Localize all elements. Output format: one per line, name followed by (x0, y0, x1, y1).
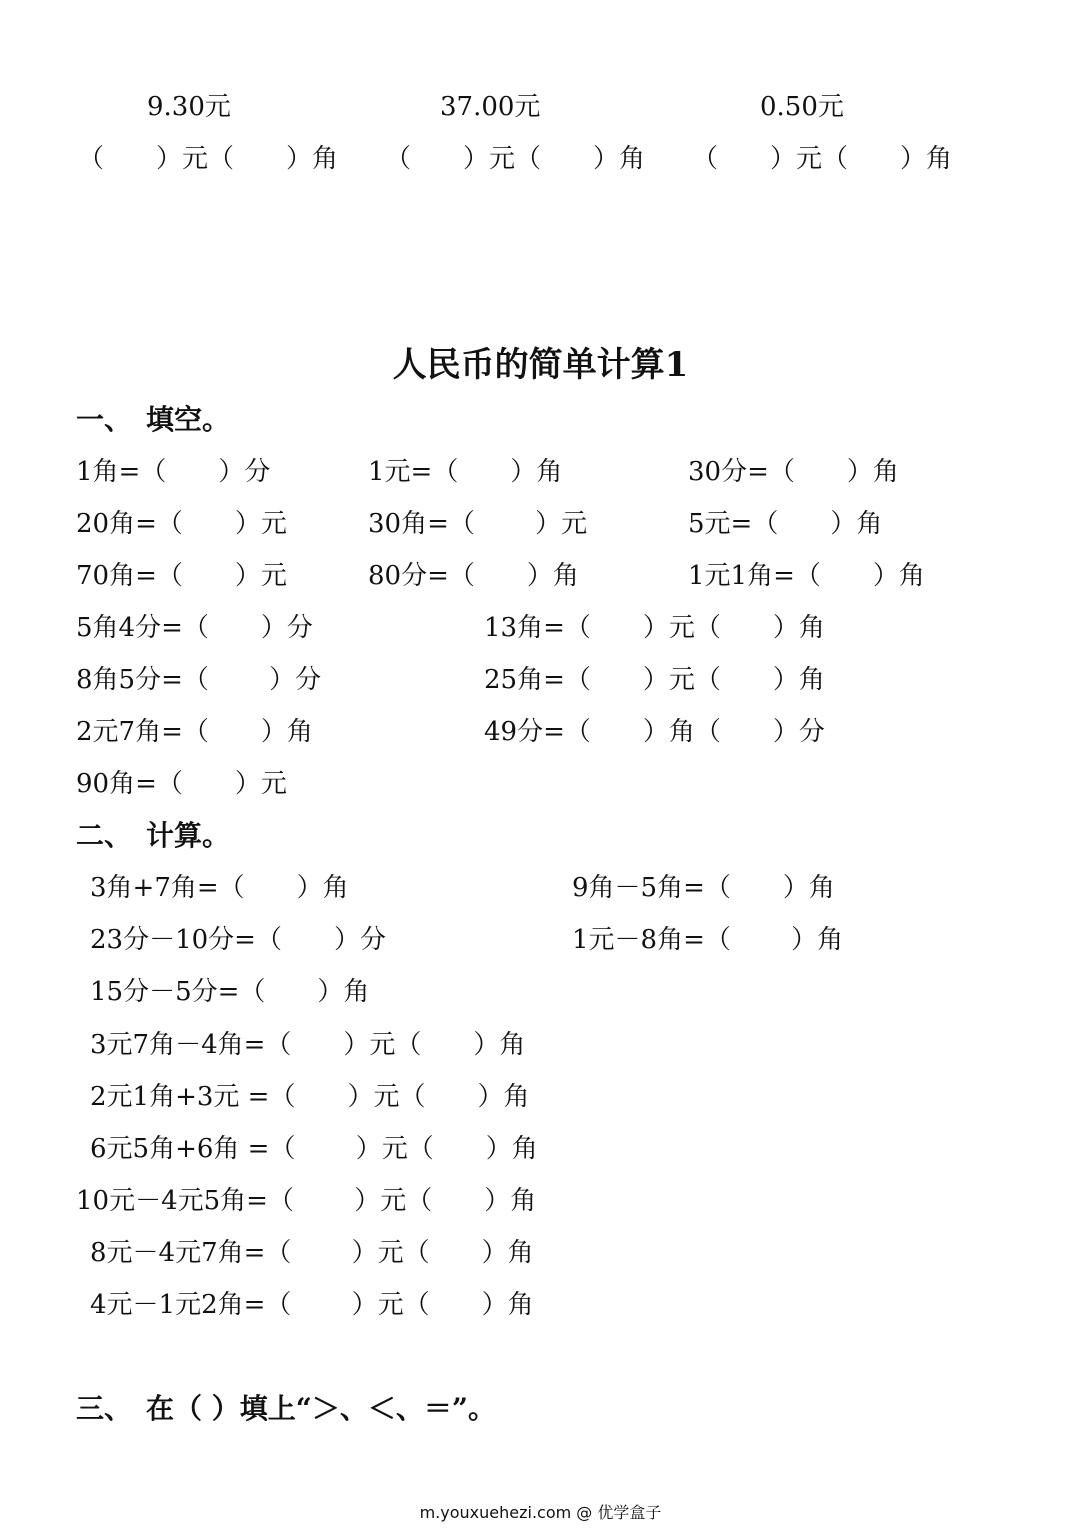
page-footer: m.youxuehezi.com @ 优学盒子 (419, 1503, 662, 1522)
calc-item: 3角+7角=（ ）角 (90, 873, 349, 903)
worksheet-title: 人民币的简单计算1 (392, 345, 689, 385)
calc-item: 15分－5分=（ ）角 (90, 977, 370, 1007)
fill-item: 80分=（ ）角 (368, 561, 579, 591)
calc-item: 2元1角+3元 =（ ）元（ ）角 (90, 1082, 530, 1112)
section2-heading: 二、 计算。 (76, 819, 231, 852)
fill-item: 25角=（ ）元（ ）角 (484, 665, 825, 695)
top-amount-1: 9.30元 (147, 92, 231, 122)
fill-item: 49分=（ ）角（ ）分 (484, 717, 825, 747)
fill-item: 30角=（ ）元 (368, 509, 588, 539)
calc-item: 9角－5角=（ ）角 (572, 873, 835, 903)
calc-item: 6元5角+6角 =（ ）元（ ）角 (90, 1134, 538, 1164)
fill-item: 5元=（ ）角 (688, 509, 883, 539)
fill-item: 8角5分=（ ）分 (76, 665, 322, 695)
top-amount-2: 37.00元 (440, 92, 541, 122)
calc-item: 3元7角－4角=（ ）元（ ）角 (90, 1030, 526, 1060)
calc-item: 10元－4元5角=（ ）元（ ）角 (76, 1186, 537, 1216)
calc-item: 23分－10分=（ ）分 (90, 925, 386, 955)
fill-item: 70角=（ ）元 (76, 561, 287, 591)
fill-item: 30分=（ ）角 (688, 457, 899, 487)
fill-item: 2元7角=（ ）角 (76, 717, 313, 747)
calc-item: 1元－8角=（ ）角 (572, 925, 844, 955)
calc-item: 8元－4元7角=（ ）元（ ）角 (90, 1238, 534, 1268)
fill-item: 20角=（ ）元 (76, 509, 287, 539)
fill-item: 5角4分=（ ）分 (76, 613, 313, 643)
section1-heading: 一、 填空。 (76, 403, 231, 436)
fill-item: 1元=（ ）角 (368, 457, 563, 487)
top-amount-3: 0.50元 (760, 92, 844, 122)
top-blank-1: （ ）元（ ）角 (78, 144, 339, 174)
top-blank-3: （ ）元（ ）角 (692, 144, 953, 174)
top-blank-2: （ ）元（ ）角 (385, 144, 646, 174)
fill-item: 90角=（ ）元 (76, 769, 287, 799)
fill-item: 1元1角=（ ）角 (688, 561, 925, 591)
section3-heading: 三、 在（ ）填上“＞、＜、＝”。 (76, 1392, 496, 1425)
fill-item: 13角=（ ）元（ ）角 (484, 613, 825, 643)
calc-item: 4元－1元2角=（ ）元（ ）角 (90, 1290, 534, 1320)
fill-item: 1角=（ ）分 (76, 457, 271, 487)
